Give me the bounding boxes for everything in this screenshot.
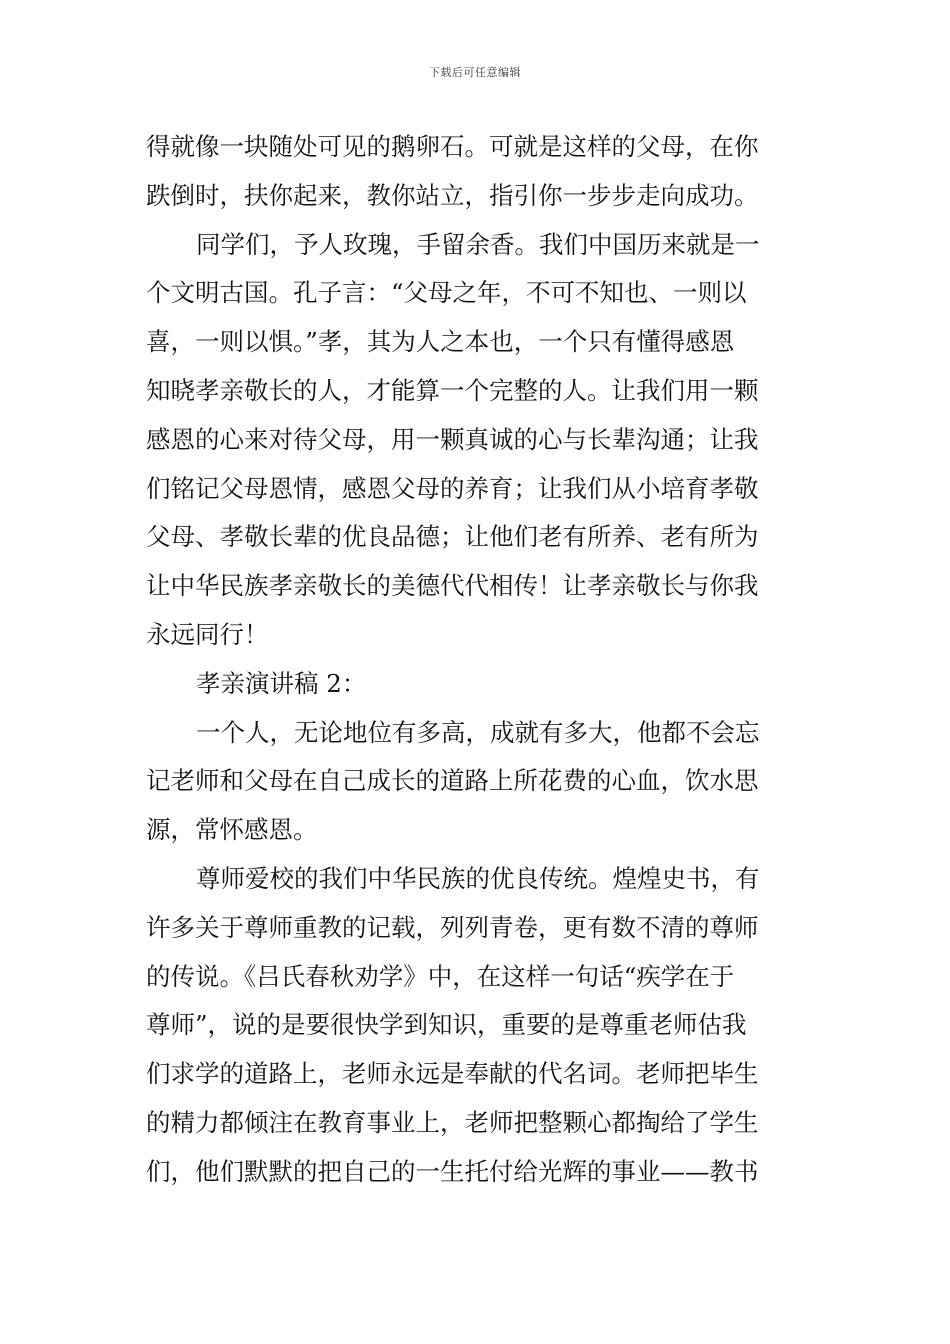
text-line: 许多关于尊师重教的记载，列列青卷，更有数不清的尊师: [146, 912, 759, 942]
text-line: 父母、孝敬长辈的优良品德；让他们老有所养、老有所为: [146, 522, 759, 552]
text-line: 源，常怀感恩。: [146, 815, 318, 845]
text-line: 尊师爱校的我们中华民族的优良传统。煌煌史书，有: [196, 864, 760, 893]
text-line: 们求学的道路上，老师永远是奉献的代名词。老师把毕生: [146, 1059, 759, 1089]
text-line: 个文明古国。孔子言：“父母之年，不可不知也、一则以: [146, 278, 747, 308]
text-line: 尊师”，说的是要很快学到知识，重要的是尊重老师估我: [146, 1010, 747, 1040]
text-line: 感恩的心来对待父母，用一颗真诚的心与长辈沟通；让我: [146, 424, 759, 454]
text-line: 记老师和父母在自己成长的道路上所花费的心血，饮水思: [146, 766, 759, 796]
text-line: 喜，一则以惧。”孝，其为人之本也，一个只有懂得感恩: [146, 327, 735, 357]
text-line: 的传说。《吕氏春秋劝学》中，在这样一句话“疾学在于: [146, 961, 735, 991]
text-line: 一个人，无论地位有多高，成就有多大，他都不会忘: [196, 717, 760, 747]
text-line: 们铭记父母恩情，感恩父母的养育；让我们从小培育孝敬: [146, 473, 759, 503]
text-line: 永远同行！: [146, 620, 269, 649]
text-line: 的精力都倾注在教育事业上，老师把整颗心都掏给了学生: [146, 1108, 759, 1137]
text-line: 同学们，予人玫瑰，手留余香。我们中国历来就是一: [196, 229, 760, 259]
text-line: 得就像一块随处可见的鹅卵石。可就是这样的父母，在你: [146, 132, 759, 161]
text-line: 让中华民族孝亲敬长的美德代代相传！让孝亲敬长与你我: [146, 571, 759, 601]
page-header: 下载后可任意编辑: [429, 66, 521, 79]
text-line: 知晓孝亲敬长的人，才能算一个完整的人。让我们用一颗: [146, 376, 759, 405]
text-line: 孝亲演讲稿 2：: [196, 668, 367, 698]
text-line: 们，他们默默的把自己的一生托付给光辉的事业——教书: [146, 1156, 759, 1186]
text-line: 跌倒时，扶你起来，教你站立，指引你一步步走向成功。: [146, 180, 759, 210]
